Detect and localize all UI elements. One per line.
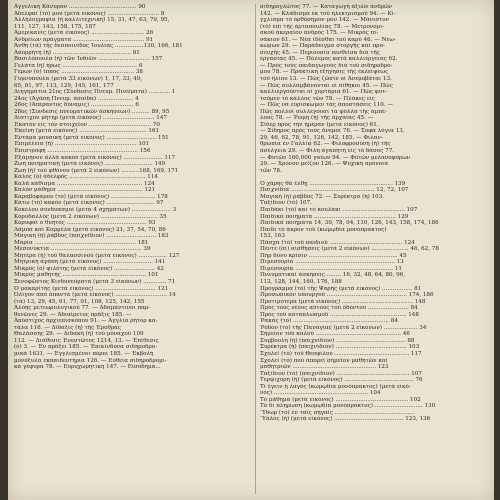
index-entry: σκοῦ ἀκεραίου ἀνδρός 175. — Μικρὸς πι- xyxy=(260,30,379,37)
index-entry: Ἑκατὸν εἰς τὸν στοιχεῖον ................................... 70 xyxy=(14,121,160,128)
index-entry: 112, 128, 144, 160, 176, 188 xyxy=(260,278,342,285)
index-entry: Ξενοφῶντος Κινδυνεύματα (μετὰ 3 εἰκόνων) ............. 71 xyxy=(14,278,176,285)
index-entry: Παιδί τὸ ἄκρον τοῦ (κωμῳδία μονόπρακτος) xyxy=(260,226,387,233)
index-entry: 111, 127, 143, 158, 175, 187 xyxy=(14,23,96,30)
index-entry: Ῥακάς (τό) ...................................................... 84 xyxy=(260,318,398,325)
index-entry: Μεσονύκτια ................................................... 39 xyxy=(14,246,151,253)
index-entry: μου 78. — Πρακτικὴ ἐξήγησις τῆς ἐκλείψεως xyxy=(260,69,389,76)
index-entry: 65, 81, 97, 113, 129, 145, 161, 177 xyxy=(14,82,114,89)
index-entry: κὰ γέφυρα 78. — Εὐρυχωρητικὴ 147. — Εἰσόδημα... xyxy=(14,364,161,371)
index-entry: καλλιεργοῦνται οἱ χορτάρια 61. — Πῶς φυτ- xyxy=(260,89,388,96)
index-entry: Κορυφαὶ ὁ θυητός ............................................. 93 xyxy=(14,220,156,227)
index-entry: τοῦμεν τὸ κάλλος τῶν 78. — Πλάκες εἰς xyxy=(260,95,376,102)
index-entry: 29, 46, 62, 78, 91, 126, 142, 185. — Φιλαν- xyxy=(260,134,383,141)
index-entry: νος) ..................................................... 104 xyxy=(260,390,381,397)
index-entry: Γυμνοπούλα (μετὰ 33 εἰκόνων) 1, 17, 33, 49, xyxy=(14,76,143,83)
index-entry: Πρόγραμμα (τὸ) τῆς Ψαρῆς (μετὰ εἰκόνος) ................. 81 xyxy=(260,285,422,292)
index-entry: Ἀνδρείων πράγματα ........................................ 91 xyxy=(14,36,154,43)
index-entry: νάκιον 61. — Νέα ἱδέσθαι τοῦ καρῦ 46. — Νεω- xyxy=(260,36,396,43)
index-entry: Πᾶσχα (τὸ) τοῦ παιδιοῦ ......................................... 124 xyxy=(260,239,415,246)
index-entry: Καλὸν μάθημα ................................................ 121 xyxy=(14,187,156,194)
index-entry: — Πῶς συλλαμβάνονται οἱ πίθηκοι 45. — Πῶς xyxy=(260,82,393,89)
index-entry: 28ος (Σύνδεσις πνευματικῶν ἀσκήσεων) .......... 89, 95 xyxy=(14,108,170,115)
index-entry: Πρὸς τοῦ καταπλωσμοῦ ........................................... 148 xyxy=(260,311,419,318)
index-entry: Τερψιχόρη (ἡ) (μετὰ εἰκόνος) ....................................... 76 xyxy=(260,377,423,384)
index-entry: Ἀλόης μετεωρολογικοῦ 77. — Ἀδαμάντινοι παρ- xyxy=(14,305,151,312)
index-entry: σευχῆς 45. — Περιουσία πενθεῖσα διὰ τῆς xyxy=(260,49,380,56)
index-entry: 153, 163 xyxy=(260,233,285,240)
index-entry: Πιμεσουρία ....................................................... 11 xyxy=(260,265,402,272)
index-entry: Γελάτα (ἡ) ἥρως .......................................... 6 xyxy=(14,62,143,69)
index-entry: Ζωὴ (ἡ) τοῦ φθόνου (μετὰ 2 εἰκόνων) ..........168, 169, 171 xyxy=(14,167,179,174)
index-entry: Πιμεσουρία ........................................................ 13 xyxy=(260,259,404,266)
index-entry: Ῥόδον (τὸ) τῆς Παναγίας (μετὰ 2 εἰκόνων) ................... 34 xyxy=(260,324,427,331)
index-entry: Καλὰ κάθισμα ................................................ 124 xyxy=(14,180,155,187)
index-entry: σιδηρογλῶτος 77. — Καταγωγὴ ἀξιῶν ἀνδρῶν xyxy=(260,4,393,10)
index-entry: 29. — Χρόνου μεῖζον 126. — Ψυχικὴ πρόνοια xyxy=(260,161,389,168)
index-entry: Παιδικὰ ποιήματα .............................................. 129 xyxy=(260,213,409,220)
index-entry: Ὕδωρ (τὸ) ἐν ταῖς πηγαῖς ............................................. xyxy=(260,409,415,416)
index-entry: Ἀγγελικὴ Κάνυραν ...................................... 90 xyxy=(14,4,146,10)
index-entry: Ἐντάμα μουσική (μετὰ εἰκόνος) ............................ 151 xyxy=(14,134,169,141)
index-entry: Μαγικὴ (ἡ) ῥάβδος (παιχνίδιον) ............................ 183 xyxy=(14,233,169,240)
index-entry: (ὁ) 3. — Ἐν πράξει 185. — Ἐπικίνδυνα σιδηροδρο- xyxy=(14,344,158,351)
index-entry: Ταξίδιον (τὸ) (παιχνίδιον) ......................................... 107 xyxy=(260,370,422,377)
index-entry: ἐργασίας 45. — Πόλεμος κατὰ καλλιέργειας 62. xyxy=(260,56,398,63)
index-entry: Ἐκεῖνη (μετὰ εἰκόνος) ...................................... 161 xyxy=(14,128,160,135)
index-entry: — Σίδηρος πρὸς τοὺς ἄνεμοι 76. — Σοφά λόγια 13, xyxy=(260,128,405,135)
index-entry: Μαγικὴ (ἡ) ῥάβδος 72. — Συρέκτρα (ἡ) 103. xyxy=(260,193,385,200)
index-entry: Θαλάσσης 29. — Διδακή (ἡ) τοῦ μοναχοῦ 109 xyxy=(14,331,144,338)
index-entry: Ἐπιστροφή ................................................... 156 xyxy=(14,148,151,155)
index-entry: ἀσέλγεια 29. — Φίλη ἀγαπητὴ εἰς τὸ δάσος 77. xyxy=(260,148,395,155)
index-entry: Συμβουλὴ (ἡ) (παιχνίδιον) ....................................... 88 xyxy=(260,337,415,344)
index-entry: Παιδάκι (τὸ) καὶ τὸ κουλάκι ................................... 107 xyxy=(260,206,418,213)
index-entry: Πέντε (αἱ) αἰσθήσεις (μετὰ 2 εἰκόνων) ..................... 46, 62, 78 xyxy=(260,246,439,253)
index-entry: θρωπία ἐν Γαλλίᾳ 62. — Φιλοφροσύνη (ἡ) τῆς xyxy=(260,141,391,148)
index-entry: Ἐπιμέλεια (ἡ) .............................................. 101 xyxy=(14,141,150,148)
index-entry: Πρὸς τοὺς νέους αὐτοὺς τοῦ ὁδόντου ....................... 84 xyxy=(260,305,418,312)
right-index-column xyxy=(260,4,488,423)
index-entry: Κοκέλου συνδυασμοί (μετὰ 4 σχημάτων) ...................... 3 xyxy=(14,206,177,213)
index-entry: 142. — Κλάδισμα ἐκ τοῦ ἠλεκτρισμοῦ 94. — Κί- xyxy=(260,10,396,17)
index-entry: Γέρων (ὁ) ἵππος ......................................... 38 xyxy=(14,69,143,76)
index-entry: Σχολεῖ (τὸ) τοῦ Θεοφίλου .......................................... 117 xyxy=(260,350,422,357)
index-entry: Κορυδαλλὸς (μετὰ 2 εἰκόνων) ................................ 35 xyxy=(14,213,167,220)
index-entry: Τὸ δι πλήρωση (κωμῳδία μονόπρακτος) ........................... 130 xyxy=(260,403,436,410)
index-entry: Μαρία ......................................................... 181 xyxy=(14,239,149,246)
index-entry: Δίστιχον μήτηρ (μετὰ εἰκόνος) ............................. 147 xyxy=(14,115,167,122)
index-entry: Προσωπικὸν ὑπουργοῦ ............................................. 174, 186 xyxy=(260,292,434,299)
index-entry: Μητέρα (ἡ) τοῦ θαλασσινοῦ (μετὰ εἰκόνος) ................ 127 xyxy=(14,252,180,259)
index-entry: Σημεῖον τοῦ καλοῦ ................................................ 46 xyxy=(260,331,410,338)
index-entry: Τὸ μάθημα (μετὰ εἰκόνος) ......................................... 102 xyxy=(260,396,421,403)
index-entry: — Φυτῶν 180,000 γαῖων 94. — Φυτῶν μελανοφόρων xyxy=(260,154,411,161)
column-divider xyxy=(255,4,256,494)
left-index-column xyxy=(14,4,254,371)
index-entry: Ὁ χάρης θὰ ἔλθῃ ............................................... 139 xyxy=(260,180,406,187)
index-entry: — Πῶς νὰ εὑρίσκωμεν τὰς ἀποστάσεις 110. — xyxy=(260,102,393,109)
index-entry: Καλὸς (ὁ) ἀδελφός ........................................... 114 xyxy=(14,174,158,181)
index-entry: Λάμπα καὶ Καρμέλα (μετὰ εἰκόνος) 21, 37, 54, 70, 86 xyxy=(14,226,166,233)
index-entry: Ὁ μακαρίτης (μετὰ εἰκόνος) .................................. 121 xyxy=(14,285,169,292)
index-entry: Προτιμότερα (μετὰ εἰκόνος) ........................................ 148 xyxy=(260,298,426,305)
index-entry: Ἀπόστιχος ἀρχιεπισκόπου 91. — Ἀγγλία ῥήτορ κα- xyxy=(14,318,158,325)
index-entry: Μητρικὴ ἀγάπη (μετὰ εἰκόνος) ............................ 141 xyxy=(14,259,166,266)
index-entry: Πὴρ δύνο κρίσιν .................................................. 45 xyxy=(260,252,407,259)
index-entry: Σίδερ πρὸς τὴν ἡμέραν (μετὰ εἰκόνος) 61. xyxy=(260,121,379,128)
index-entry: Ὕαλος (ἡ) (μετὰ εἰκόνος) ....................................... 123, 136 xyxy=(260,416,431,423)
index-entry: Συρέκτρα (ἡ) (παιχνίδιον) ........................................ 103 xyxy=(260,344,420,351)
index-entry: μαθητριῶν ............................................... 123 xyxy=(260,364,389,371)
index-entry: Ἄνθη (τὰ) τῆς δεσποινίδος Ἰουλίας ................130, 166, 181 xyxy=(14,43,183,50)
index-entry: Παιχνίδια ............................................... 12, 72, 107 xyxy=(260,187,409,194)
index-entry: Ταξίδιον (τὸ) 107. xyxy=(260,200,312,207)
index-entry: Πνευματικαὶ ἀσκήσεις ........ 16, 32, 48, 64, 80, 96, xyxy=(260,272,406,279)
index-entry: Ἀλληλογραφία (ἡ καλλιτεχνική) 15, 31, 47, 63, 79, 95, xyxy=(14,17,170,24)
index-entry: Βασιλόπουλα (ἡ) τῶν Ἰνδιῶν ............................. 157 xyxy=(14,56,163,63)
index-entry: Ζωὴ ποιηματικὴ (μετὰ εἰκόνος) ........................... 149 xyxy=(14,161,166,168)
index-entry: Ἀμερικανίς (μετὰ εἰκόνος) .............................. 26 xyxy=(14,30,154,37)
index-entry: γχλισμα τὸ ὀρθόσημον μου 142. — Μάνιστον xyxy=(260,17,390,24)
index-entry: Παιδικὰ ποιήματα 14, 30, 78, 94, 110, 126, 143, 158, 174, 186 xyxy=(260,220,439,227)
index-entry: (τὸ) ἐπὶ τῆς ἀρταπουλίας 78. — Μετρονομι- xyxy=(260,23,385,30)
index-entry: τάλα 116. — Δίδαξις (ἡ) τῆς Ἐρυθρᾶς xyxy=(14,324,122,331)
index-entry: Πῶς πολλοὶ συλλέγουσι τὰ φύλλα τῆς ἀμπέ- xyxy=(260,108,387,115)
index-entry: Ὀλίγον ἀπὸ ἅπαντα (μετὰ εἰκόνος) ............................. 14 xyxy=(14,292,176,299)
index-entry: θενῶνες 29. — Ἀδιαίρετος πρᾶξις 185. — xyxy=(14,311,132,318)
index-entry: 26ος (Ἀπέραντος δύναμις) ........................ 6 xyxy=(14,102,139,109)
index-page xyxy=(8,0,494,500)
index-entry: τοῦ ἡλίου 13. — Πῶς ζῶσιν οἱ Ἀνεμοβάται 13. xyxy=(260,76,392,83)
index-entry: λους 78. — Ῥώμη (ἡ) τῆς ἀρχαίας 45. — xyxy=(260,115,374,122)
index-entry: 24ος (Ἀγάπη Πνευμ. ἀσπίδα) .................... 4 xyxy=(14,95,139,102)
index-entry: Ἐξάμηνον ἀλλὰ κακόν (μετὰ εἰκόνος) ...................... 117 xyxy=(14,154,176,161)
index-entry: Μικρὸς μαθητὴς ............................................... 101 xyxy=(14,272,159,279)
index-entry: Ἀπορρήτη (ἡ) ............................................ 81 xyxy=(14,49,140,56)
index-entry: Σχολεῖ (τὸ) ποῦ ἀπορεῖ σημεῖον μαθητῶν καὶ xyxy=(260,357,388,364)
index-entry: Μικρὸς (ὁ) φιλότης (μετὰ εἰκόνος) ....................... 42 xyxy=(14,265,164,272)
index-entry: μονόξυλα ἐκπαιδευτήρια 126. — Εὐθεία σιδηροδρομι- xyxy=(14,357,167,364)
index-entry: κώμων 29. — Παράδειγμα στοργῆς καὶ προ- xyxy=(260,43,385,50)
index-entry: (τὰ) 13, 29, 45, 61, 77, 91, 108, 125, 142, 155 xyxy=(14,298,145,305)
index-entry: Τί ἔγειν ἡ λαγὸς (κωμῳδία μονόπρακτος) (μετὰ εἰκό- xyxy=(260,383,411,390)
index-entry: μικὰ 1631. — Ἐγγλισμένοι πόροι 185. — Ἐκβολὴ xyxy=(14,350,154,357)
index-entry: Ἀδελφαὶ (τό) μου (μετὰ εἰκόνος) ............................. 8 xyxy=(14,10,165,17)
index-entry: — Πρὸς τοὺς παιδαγωγοὺς διὰ τοῦ σιδηροδρό- xyxy=(260,62,393,69)
index-entry: τῶν 78. xyxy=(260,167,282,174)
index-entry: Κάτω (τὸ) κακὸν (μετὰ εἰκόνος) ........................... 97 xyxy=(14,200,164,207)
index-entry: 112. — Διάθεσις Ἐνεστῶτος 1214, 13. — Ἐπίθεσις xyxy=(14,337,159,344)
index-entry: Καραβοφάρου (τὸ) (μετὰ εἰκόνος) ......................... 178 xyxy=(14,193,168,200)
index-entry: Διηγημάτια 21ος (Σύνδεσις Πνευμ. Πνεῦματα) ............ 1 xyxy=(14,89,176,96)
